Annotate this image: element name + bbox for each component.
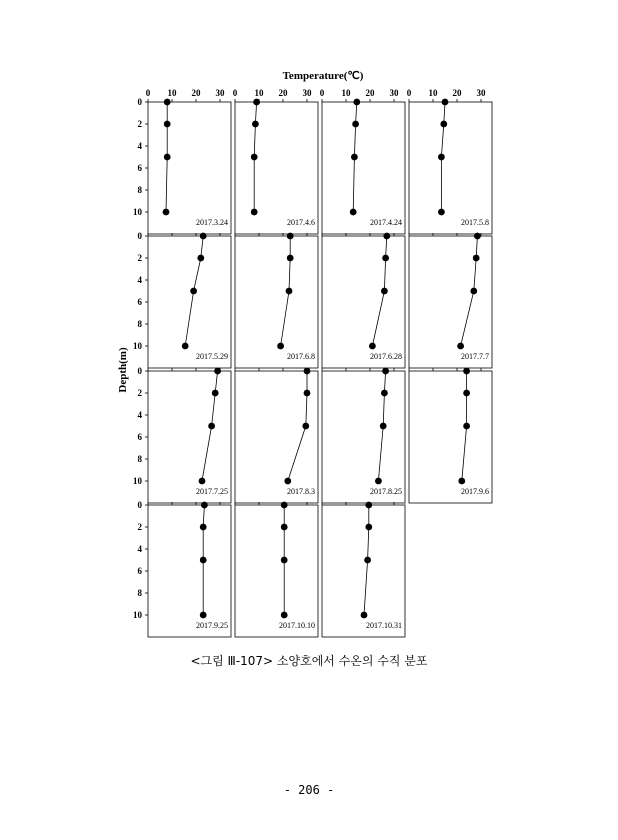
panel: [322, 368, 405, 503]
data-point: [287, 255, 294, 262]
y-tick-label: 10: [133, 341, 142, 351]
panel-date-label: 2017.4.24: [370, 218, 402, 227]
data-point: [200, 524, 207, 531]
data-point: [381, 288, 388, 295]
data-point: [440, 121, 447, 128]
y-tick-label: 0: [137, 231, 142, 241]
panel: [322, 233, 405, 368]
y-tick-label: 8: [137, 319, 142, 329]
data-point: [438, 209, 445, 216]
x-tick-label: 20: [278, 88, 288, 98]
panel-date-label: 2017.3.24: [196, 218, 228, 227]
data-point: [214, 368, 221, 375]
y-tick-label: 10: [133, 207, 142, 217]
data-point: [382, 368, 389, 375]
data-point: [382, 255, 389, 262]
x-tick-label: 0: [145, 88, 151, 98]
panel: [409, 233, 492, 368]
data-point: [304, 368, 311, 375]
panel-date-label: 2017.5.8: [461, 218, 489, 227]
panel: [235, 502, 318, 637]
data-point: [212, 390, 219, 397]
y-tick-label: 6: [137, 297, 142, 307]
x-tick-label: 10: [254, 88, 264, 98]
y-tick-label: 2: [137, 253, 142, 263]
panel-frame: [148, 371, 231, 503]
panel-date-label: 2017.6.8: [287, 352, 315, 361]
panel: [133, 88, 231, 234]
data-point: [361, 612, 368, 619]
panel-frame: [148, 505, 231, 637]
panel-frame: [235, 102, 318, 234]
data-point: [365, 502, 372, 509]
panel-frame: [235, 505, 318, 637]
y-tick-label: 10: [133, 476, 142, 486]
x-tick-label: 20: [191, 88, 201, 98]
data-point: [281, 502, 288, 509]
data-point: [251, 209, 258, 216]
data-point: [197, 255, 204, 262]
data-point: [164, 154, 171, 161]
x-tick-label: 20: [365, 88, 375, 98]
data-point: [252, 121, 259, 128]
y-axis-title: Depth(m): [117, 347, 129, 393]
data-point: [365, 524, 372, 531]
data-point: [200, 557, 207, 564]
panel: [133, 500, 231, 637]
x-tick-label: 10: [341, 88, 351, 98]
x-axis-title: Temperature(℃): [282, 70, 364, 82]
data-point: [200, 233, 207, 240]
panel-date-label: 2017.5.29: [196, 352, 228, 361]
y-tick-label: 4: [137, 410, 142, 420]
y-tick-label: 2: [137, 119, 142, 129]
x-tick-label: 30: [215, 88, 225, 98]
panel-frame: [409, 236, 492, 368]
panel-date-label: 2017.10.10: [279, 621, 315, 630]
y-tick-label: 8: [137, 588, 142, 598]
panel-date-label: 2017.4.6: [287, 218, 315, 227]
y-tick-label: 2: [137, 522, 142, 532]
data-point: [253, 99, 260, 106]
panel-frame: [409, 371, 492, 503]
data-point: [199, 478, 206, 485]
data-point: [190, 288, 197, 295]
figure-caption: <그림 Ⅲ-107> 소양호에서 수온의 수직 분포: [190, 654, 428, 668]
data-point: [473, 255, 480, 262]
data-point: [474, 233, 481, 240]
x-tick-label: 0: [319, 88, 325, 98]
data-point: [364, 557, 371, 564]
y-tick-label: 10: [133, 610, 142, 620]
y-tick-label: 6: [137, 432, 142, 442]
data-point: [182, 343, 189, 350]
panel: [133, 366, 231, 503]
data-point: [163, 209, 170, 216]
panel-date-label: 2017.9.6: [461, 487, 489, 496]
data-point: [208, 423, 215, 430]
data-point: [302, 423, 309, 430]
x-tick-label: 0: [406, 88, 412, 98]
data-point: [277, 343, 284, 350]
y-tick-label: 0: [137, 366, 142, 376]
panel: [407, 88, 492, 234]
panel: [322, 502, 405, 637]
data-point: [442, 99, 449, 106]
x-tick-label: 20: [452, 88, 462, 98]
data-point: [351, 154, 358, 161]
x-tick-label: 30: [302, 88, 312, 98]
y-tick-label: 8: [137, 185, 142, 195]
panel-frame: [235, 236, 318, 368]
y-tick-label: 8: [137, 454, 142, 464]
data-point: [281, 612, 288, 619]
panel: [235, 233, 318, 368]
y-tick-label: 6: [137, 163, 142, 173]
data-point: [284, 478, 291, 485]
data-point: [352, 121, 359, 128]
panel-date-label: 2017.8.3: [287, 487, 315, 496]
data-point: [164, 99, 171, 106]
panel: [233, 88, 318, 234]
data-point: [458, 478, 465, 485]
panel-frame: [322, 102, 405, 234]
panel-grid: [133, 88, 492, 637]
data-point: [286, 288, 293, 295]
panel-frame: [322, 236, 405, 368]
panel: [235, 368, 318, 503]
panel: [409, 368, 492, 503]
data-point: [463, 368, 470, 375]
data-point: [381, 390, 388, 397]
y-tick-label: 4: [137, 544, 142, 554]
x-tick-label: 0: [232, 88, 238, 98]
y-tick-label: 2: [137, 388, 142, 398]
data-point: [457, 343, 464, 350]
data-point: [380, 423, 387, 430]
x-tick-label: 30: [476, 88, 486, 98]
x-tick-label: 30: [389, 88, 399, 98]
y-tick-label: 0: [137, 500, 142, 510]
data-point: [164, 121, 171, 128]
panel: [133, 231, 231, 368]
data-point: [438, 154, 445, 161]
panel-date-label: 2017.7.25: [196, 487, 228, 496]
panel-frame: [409, 102, 492, 234]
data-point: [383, 233, 390, 240]
y-tick-label: 4: [137, 141, 142, 151]
data-point: [369, 343, 376, 350]
y-tick-label: 0: [137, 97, 142, 107]
x-tick-label: 10: [428, 88, 438, 98]
page-number: - 206 -: [283, 783, 335, 797]
panel-frame: [148, 102, 231, 234]
panel-date-label: 2017.7.7: [461, 352, 489, 361]
y-tick-label: 4: [137, 275, 142, 285]
panel-frame: [148, 236, 231, 368]
panel-frame: [322, 371, 405, 503]
data-point: [251, 154, 258, 161]
data-point: [200, 612, 207, 619]
data-point: [350, 209, 357, 216]
data-point: [281, 557, 288, 564]
y-tick-label: 6: [137, 566, 142, 576]
panel-date-label: 2017.9.25: [196, 621, 228, 630]
data-point: [201, 502, 208, 509]
panel: [320, 88, 405, 234]
data-point: [463, 423, 470, 430]
data-point: [353, 99, 360, 106]
panel-date-label: 2017.10.31: [366, 621, 402, 630]
x-tick-label: 10: [167, 88, 177, 98]
data-point: [304, 390, 311, 397]
data-point: [287, 233, 294, 240]
data-point: [281, 524, 288, 531]
panel-date-label: 2017.6.28: [370, 352, 402, 361]
data-point: [375, 478, 382, 485]
data-point: [470, 288, 477, 295]
data-point: [463, 390, 470, 397]
panel-date-label: 2017.8.25: [370, 487, 402, 496]
